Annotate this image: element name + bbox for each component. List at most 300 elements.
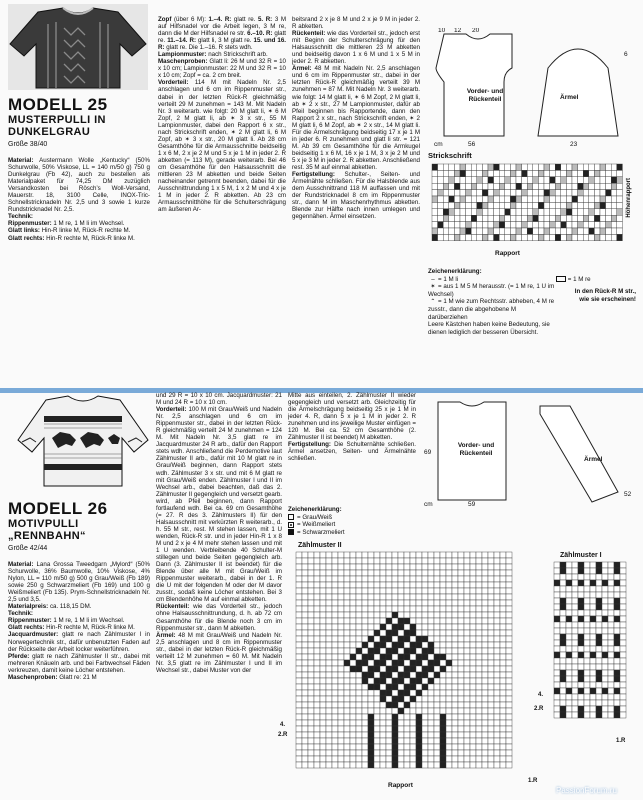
grid-cell bbox=[326, 750, 332, 756]
grid-cell bbox=[296, 636, 302, 642]
grid-cell bbox=[368, 624, 374, 630]
grid-cell bbox=[452, 582, 458, 588]
grid-cell bbox=[477, 170, 483, 176]
grid-cell bbox=[560, 652, 566, 658]
grid-cell bbox=[608, 664, 614, 670]
grid-cell bbox=[596, 622, 602, 628]
grid-cell bbox=[454, 170, 460, 176]
grid-cell bbox=[440, 636, 446, 642]
grid-cell bbox=[602, 616, 608, 622]
grid-cell bbox=[362, 654, 368, 660]
grid-cell bbox=[572, 170, 578, 176]
grid-cell bbox=[362, 732, 368, 738]
grid-cell bbox=[362, 564, 368, 570]
grid-cell bbox=[458, 726, 464, 732]
grid-cell bbox=[308, 606, 314, 612]
grid-cell bbox=[302, 552, 308, 558]
grid-cell bbox=[460, 170, 466, 176]
grid-cell bbox=[620, 646, 626, 652]
grid-cell bbox=[332, 738, 338, 744]
grid-cell bbox=[302, 684, 308, 690]
grid-cell bbox=[464, 600, 470, 606]
grid-cell bbox=[620, 616, 626, 622]
grid-cell bbox=[356, 720, 362, 726]
row-label-a: 4. bbox=[280, 722, 286, 728]
grid-cell bbox=[470, 642, 476, 648]
grid-cell bbox=[380, 642, 386, 648]
grid-cell bbox=[452, 696, 458, 702]
grid-cell bbox=[544, 228, 550, 234]
grid-cell bbox=[506, 750, 512, 756]
grid-cell bbox=[464, 672, 470, 678]
grid-cell bbox=[434, 642, 440, 648]
grid-cell bbox=[510, 234, 516, 240]
grid-cell bbox=[428, 684, 434, 690]
grid-cell bbox=[416, 600, 422, 606]
grid-cell bbox=[410, 612, 416, 618]
paragraph: Jacquardmuster: glatt re nach Zählmuster I in Norwegertechnik str., dafür unbenutzten Faden auf der Rückseite der Arbeit locker weiterführen. bbox=[8, 631, 150, 653]
grid-cell bbox=[410, 564, 416, 570]
grid-cell bbox=[572, 652, 578, 658]
grid-cell bbox=[398, 708, 404, 714]
grid-cell bbox=[302, 720, 308, 726]
grid-cell bbox=[596, 676, 602, 682]
grid-cell bbox=[332, 696, 338, 702]
grid-cell bbox=[614, 628, 620, 634]
grid-cell bbox=[446, 576, 452, 582]
grid-cell bbox=[464, 690, 470, 696]
grid-cell bbox=[608, 622, 614, 628]
grid-cell bbox=[499, 183, 505, 189]
grid-cell bbox=[510, 228, 516, 234]
grid-cell bbox=[410, 678, 416, 684]
grid-cell bbox=[432, 183, 438, 189]
grid-cell bbox=[560, 562, 566, 568]
grid-cell bbox=[471, 209, 477, 215]
grid-cell bbox=[584, 700, 590, 706]
grid-cell bbox=[602, 712, 608, 718]
grid-cell bbox=[460, 190, 466, 196]
grid-cell bbox=[416, 726, 422, 732]
grid-cell bbox=[572, 574, 578, 580]
grid-cell bbox=[422, 738, 428, 744]
grid-cell bbox=[458, 606, 464, 612]
modell-26-col3-text bbox=[288, 392, 416, 462]
grid-cell bbox=[368, 570, 374, 576]
grid-cell bbox=[499, 190, 505, 196]
grid-cell bbox=[362, 606, 368, 612]
paragraph: Material: Lana Grossa Tweedgarn „Mylord“ (50% Schurwolle, 36% Baumwolle, 10% Viskose, 4% Nylon, LL = 110 m/50 g) 500 g Grau/Weiß (Fb 189) sowie 250 g Schwarzmeliert (Fb 169) und 100 g Weißmeliert (Fb 135). Prym-Schnellstricknadeln Nr. 2,5 und 3,5. bbox=[8, 561, 150, 604]
grid-cell bbox=[602, 568, 608, 574]
grid-cell bbox=[443, 170, 449, 176]
grid-cell bbox=[566, 580, 572, 586]
grid-cell bbox=[368, 642, 374, 648]
grid-cell bbox=[454, 183, 460, 189]
grid-cell bbox=[350, 582, 356, 588]
grid-cell bbox=[422, 660, 428, 666]
grid-cell bbox=[476, 750, 482, 756]
grid-cell bbox=[482, 648, 488, 654]
grid-cell bbox=[392, 576, 398, 582]
grid-cell bbox=[380, 756, 386, 762]
grid-cell bbox=[494, 702, 500, 708]
grid-cell bbox=[438, 170, 444, 176]
grid-cell bbox=[392, 702, 398, 708]
grid-cell bbox=[476, 570, 482, 576]
grid-cell bbox=[538, 164, 544, 170]
grid-cell bbox=[500, 588, 506, 594]
grid-cell bbox=[560, 634, 566, 640]
grid-cell bbox=[500, 618, 506, 624]
grid-cell bbox=[410, 690, 416, 696]
grid-cell bbox=[555, 222, 561, 228]
grid-cell bbox=[470, 624, 476, 630]
grid-cell bbox=[510, 190, 516, 196]
grid-cell bbox=[356, 588, 362, 594]
grid-cell bbox=[589, 190, 595, 196]
grid-cell bbox=[368, 696, 374, 702]
legend-25-right: = 1 M re bbox=[556, 276, 600, 284]
grid-cell bbox=[620, 634, 626, 640]
grid-cell bbox=[527, 234, 533, 240]
grid-cell bbox=[476, 666, 482, 672]
grid-cell bbox=[446, 612, 452, 618]
grid-cell bbox=[326, 690, 332, 696]
grid-cell bbox=[590, 628, 596, 634]
grid-cell bbox=[572, 682, 578, 688]
grid-cell bbox=[458, 582, 464, 588]
grid-cell bbox=[614, 700, 620, 706]
strickschrift-title: Strickschrift bbox=[428, 151, 472, 160]
grid-cell bbox=[434, 594, 440, 600]
grid-cell bbox=[527, 196, 533, 202]
grid-cell bbox=[404, 582, 410, 588]
grid-cell bbox=[446, 732, 452, 738]
grid-cell bbox=[350, 660, 356, 666]
grid-cell bbox=[494, 720, 500, 726]
grid-cell bbox=[572, 676, 578, 682]
grid-cell bbox=[476, 738, 482, 744]
grid-cell bbox=[422, 720, 428, 726]
grid-cell bbox=[470, 660, 476, 666]
grid-cell bbox=[606, 234, 612, 240]
grid-cell bbox=[416, 606, 422, 612]
grid-cell bbox=[466, 209, 472, 215]
grid-cell bbox=[470, 606, 476, 612]
grid-cell bbox=[446, 594, 452, 600]
grid-cell bbox=[590, 646, 596, 652]
grid-cell bbox=[356, 708, 362, 714]
grid-cell bbox=[584, 634, 590, 640]
grid-cell bbox=[449, 215, 455, 221]
grid-cell bbox=[482, 690, 488, 696]
grid-cell bbox=[560, 598, 566, 604]
grid-cell bbox=[596, 646, 602, 652]
grid-cell bbox=[296, 672, 302, 678]
grid-cell bbox=[590, 688, 596, 694]
grid-cell bbox=[449, 234, 455, 240]
grid-cell bbox=[614, 616, 620, 622]
grid-cell bbox=[404, 762, 410, 768]
grid-cell bbox=[449, 202, 455, 208]
grid-cell bbox=[362, 702, 368, 708]
grid-cell bbox=[320, 690, 326, 696]
grid-cell bbox=[392, 696, 398, 702]
grid-cell bbox=[308, 648, 314, 654]
grid-cell bbox=[566, 196, 572, 202]
grid-cell bbox=[434, 558, 440, 564]
grid-cell bbox=[296, 738, 302, 744]
grid-cell bbox=[522, 177, 528, 183]
grid-cell bbox=[380, 702, 386, 708]
grid-cell bbox=[594, 196, 600, 202]
grid-cell bbox=[482, 762, 488, 768]
grid-cell bbox=[308, 630, 314, 636]
grid-cell bbox=[510, 202, 516, 208]
legend-25-item-3: Leere Kästchen haben keine Bedeutung, sie dienen lediglich der besseren Übersicht. bbox=[428, 321, 550, 336]
grid-cell bbox=[374, 744, 380, 750]
grid-cell bbox=[602, 688, 608, 694]
strickschrift-chart bbox=[426, 162, 634, 248]
grid-cell bbox=[338, 582, 344, 588]
grid-cell bbox=[386, 618, 392, 624]
grid-cell bbox=[476, 636, 482, 642]
grid-cell bbox=[476, 756, 482, 762]
grid-cell bbox=[454, 202, 460, 208]
grid-cell bbox=[302, 690, 308, 696]
grid-cell bbox=[338, 672, 344, 678]
grid-cell bbox=[440, 600, 446, 606]
grid-cell bbox=[620, 682, 626, 688]
grid-cell bbox=[522, 170, 528, 176]
grid-cell bbox=[560, 616, 566, 622]
grid-cell bbox=[600, 164, 606, 170]
grid-cell bbox=[422, 732, 428, 738]
grid-cell bbox=[296, 744, 302, 750]
grid-cell bbox=[596, 664, 602, 670]
grid-cell bbox=[476, 552, 482, 558]
grid-cell bbox=[482, 600, 488, 606]
grid-cell bbox=[617, 215, 623, 221]
grid-cell bbox=[476, 672, 482, 678]
grid-cell bbox=[554, 664, 560, 670]
grid-cell bbox=[499, 170, 505, 176]
grid-cell bbox=[356, 564, 362, 570]
grid-cell bbox=[326, 558, 332, 564]
grid-cell bbox=[505, 234, 511, 240]
grid-cell bbox=[320, 702, 326, 708]
grid-cell bbox=[443, 190, 449, 196]
grid-cell bbox=[428, 660, 434, 666]
grid-cell bbox=[596, 592, 602, 598]
grid-cell bbox=[350, 576, 356, 582]
grid-cell bbox=[296, 732, 302, 738]
grid-cell bbox=[296, 606, 302, 612]
grid-cell bbox=[320, 660, 326, 666]
grid-cell bbox=[476, 648, 482, 654]
grid-cell bbox=[356, 654, 362, 660]
schem-dim-23: 23 bbox=[570, 141, 578, 148]
grid-cell bbox=[590, 640, 596, 646]
grid-cell bbox=[488, 744, 494, 750]
grid-cell bbox=[428, 582, 434, 588]
grid-cell bbox=[544, 183, 550, 189]
grid-cell bbox=[452, 552, 458, 558]
grid-cell bbox=[596, 562, 602, 568]
grid-cell bbox=[550, 202, 556, 208]
grid-cell bbox=[296, 624, 302, 630]
grid-cell bbox=[578, 634, 584, 640]
grid-cell bbox=[404, 588, 410, 594]
grid-cell bbox=[494, 636, 500, 642]
grid-cell bbox=[380, 696, 386, 702]
paragraph: Rückenteil: wie das Vorderteil str., jedoch ohne Halsausschnittrundung, d. h. ab 72 cm Gesamthöhe für die Blende noch 3 cm im Rippenmuster str., dann M abketten. bbox=[156, 603, 282, 632]
grid-cell bbox=[446, 660, 452, 666]
grid-cell bbox=[583, 209, 589, 215]
grid-cell bbox=[488, 612, 494, 618]
grid-cell bbox=[446, 624, 452, 630]
grid-cell bbox=[362, 720, 368, 726]
grid-cell bbox=[488, 215, 494, 221]
grid-cell bbox=[422, 576, 428, 582]
grid-cell bbox=[374, 690, 380, 696]
grid-cell bbox=[572, 562, 578, 568]
grid-cell bbox=[566, 700, 572, 706]
grid-cell bbox=[482, 177, 488, 183]
grid-cell bbox=[594, 209, 600, 215]
grid-cell bbox=[572, 640, 578, 646]
grid-cell bbox=[344, 756, 350, 762]
grid-cell bbox=[594, 215, 600, 221]
grid-cell bbox=[410, 672, 416, 678]
grid-cell bbox=[494, 726, 500, 732]
grid-cell bbox=[398, 630, 404, 636]
grid-cell bbox=[422, 714, 428, 720]
grid-cell bbox=[362, 714, 368, 720]
grid-cell bbox=[374, 570, 380, 576]
grid-cell bbox=[583, 196, 589, 202]
grid-cell bbox=[594, 234, 600, 240]
grid-cell bbox=[460, 183, 466, 189]
grid-cell bbox=[320, 708, 326, 714]
grid-cell bbox=[440, 696, 446, 702]
grid-cell bbox=[494, 215, 500, 221]
grid-cell bbox=[614, 706, 620, 712]
grid-cell bbox=[314, 660, 320, 666]
grid-cell bbox=[362, 678, 368, 684]
grid-cell bbox=[404, 618, 410, 624]
svg-text:69: 69 bbox=[424, 449, 432, 456]
paragraph: Technik: bbox=[8, 213, 33, 221]
grid-cell bbox=[338, 666, 344, 672]
grid-cell bbox=[446, 606, 452, 612]
grid-cell bbox=[449, 170, 455, 176]
grid-cell bbox=[386, 552, 392, 558]
grid-cell bbox=[344, 588, 350, 594]
grid-cell bbox=[494, 690, 500, 696]
grid-cell bbox=[314, 738, 320, 744]
grid-cell bbox=[356, 636, 362, 642]
grid-cell bbox=[344, 612, 350, 618]
grid-cell bbox=[476, 702, 482, 708]
grid-cell bbox=[578, 183, 584, 189]
grid-cell bbox=[398, 558, 404, 564]
grid-cell bbox=[410, 600, 416, 606]
grid-cell bbox=[458, 600, 464, 606]
grid-cell bbox=[533, 164, 539, 170]
grid-cell bbox=[488, 684, 494, 690]
grid-cell bbox=[452, 654, 458, 660]
grid-cell bbox=[464, 588, 470, 594]
grid-cell bbox=[488, 714, 494, 720]
grid-cell bbox=[308, 720, 314, 726]
grid-cell bbox=[554, 562, 560, 568]
grid-cell bbox=[572, 598, 578, 604]
grid-cell bbox=[488, 720, 494, 726]
grid-cell bbox=[422, 564, 428, 570]
grid-cell bbox=[555, 209, 561, 215]
grid-cell bbox=[500, 654, 506, 660]
grid-cell bbox=[386, 612, 392, 618]
grid-cell bbox=[416, 690, 422, 696]
grid-cell bbox=[392, 552, 398, 558]
grid-cell bbox=[302, 756, 308, 762]
grid-cell bbox=[356, 702, 362, 708]
grid-cell bbox=[516, 209, 522, 215]
grid-cell bbox=[488, 738, 494, 744]
grid-cell bbox=[368, 582, 374, 588]
grid-cell bbox=[566, 574, 572, 580]
grid-cell bbox=[428, 600, 434, 606]
grid-cell bbox=[440, 570, 446, 576]
grid-cell bbox=[392, 672, 398, 678]
grid-cell bbox=[398, 588, 404, 594]
grid-cell bbox=[584, 622, 590, 628]
grid-cell bbox=[404, 672, 410, 678]
grid-cell bbox=[404, 558, 410, 564]
grid-cell bbox=[494, 666, 500, 672]
grid-cell bbox=[589, 177, 595, 183]
grid-cell bbox=[320, 756, 326, 762]
grid-cell bbox=[584, 610, 590, 616]
grid-cell bbox=[482, 672, 488, 678]
grid-cell bbox=[428, 654, 434, 660]
grid-cell bbox=[458, 594, 464, 600]
grid-cell bbox=[404, 750, 410, 756]
grid-cell bbox=[296, 612, 302, 618]
grid-cell bbox=[500, 552, 506, 558]
grid-cell bbox=[606, 209, 612, 215]
grid-cell bbox=[428, 714, 434, 720]
grid-cell bbox=[368, 732, 374, 738]
grid-cell bbox=[578, 177, 584, 183]
grid-cell bbox=[362, 744, 368, 750]
grid-cell bbox=[308, 564, 314, 570]
grid-cell bbox=[499, 209, 505, 215]
grid-cell bbox=[506, 618, 512, 624]
grid-cell bbox=[482, 636, 488, 642]
grid-cell bbox=[302, 732, 308, 738]
grid-cell bbox=[449, 177, 455, 183]
grid-cell bbox=[432, 209, 438, 215]
grid-cell bbox=[296, 588, 302, 594]
legend-26-item-2: = Schwarzmeliert bbox=[288, 529, 418, 537]
grid-cell bbox=[554, 628, 560, 634]
grid-cell bbox=[296, 750, 302, 756]
grid-cell bbox=[600, 215, 606, 221]
grid-cell bbox=[608, 580, 614, 586]
grid-cell bbox=[620, 574, 626, 580]
